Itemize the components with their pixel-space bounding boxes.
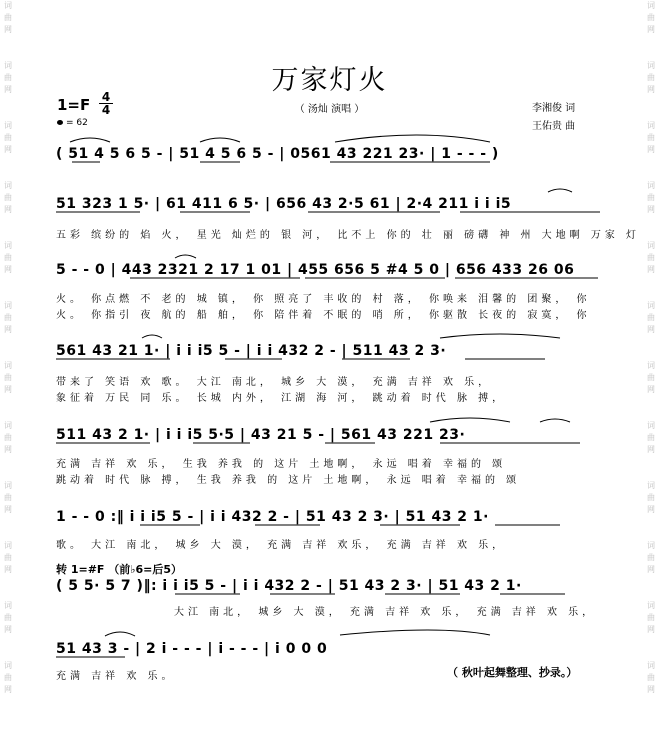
key-signature: 1=F — [57, 96, 91, 114]
modulation-marking: 转 1=#F （前♭6=后5） — [56, 563, 182, 576]
watermark-left-4: 词 曲 网 — [4, 181, 12, 214]
watermark-right-11: 词 曲 网 — [647, 601, 655, 634]
slur-3 — [335, 135, 490, 142]
watermark-right-8: 词 曲 网 — [647, 421, 655, 454]
watermark-left-7: 词 曲 网 — [4, 361, 12, 394]
score-line-7-notes: ( 5 5· 5 7 )‖: i i i5 5 - | i i 432 2 - | 51 43 2 3· | 51 43 2 1· — [56, 578, 522, 594]
slur-11 — [105, 632, 135, 636]
tempo-value: = 62 — [66, 118, 88, 128]
slur-7 — [142, 335, 162, 338]
score-line-2-lyrics-1: 五彩 缤纷的 焰 火， 星光 灿烂的 银 河， 比不上 你的 壮 丽 磅礴 神 州 大地啊 万家 灯 — [56, 230, 641, 241]
slur-8 — [430, 418, 510, 422]
watermark-left: 词 曲 网 — [4, 1, 12, 34]
watermark-left-5: 词 曲 网 — [4, 241, 12, 274]
watermark-left-12: 词 曲 网 — [4, 661, 12, 694]
score-line-2-notes: 51 323 1 5· | 61 411 6 5· | 656 43 2·5 61 | 2·4 211 i i i5 — [56, 196, 512, 212]
watermark-right-3: 词 曲 网 — [647, 121, 655, 154]
song-title: 万家灯火 — [271, 65, 388, 96]
time-signature-bottom: 4 — [101, 103, 111, 117]
score-line-3-notes: 5 - - 0 | 443 2321 2 17 1 01 | 455 656 5 #4 5 0 | 656 433 26 06 — [56, 262, 575, 278]
slur-10 — [340, 630, 490, 635]
score-line-6-notes: 1 - - 0 :‖ i i i5 5 - | i i 432 2 - | 51 43 2 3· | 51 43 2 1· — [56, 509, 489, 525]
watermark-right: 词 曲 网 — [647, 1, 655, 34]
singer-credit: （ 汤灿 演唱 ） — [294, 104, 365, 115]
score-line-6-lyrics-1: 歌。 大江 南北， 城乡 大 漠， 充满 吉祥 欢乐， 充满 吉祥 欢 乐， — [56, 540, 507, 551]
score-line-5-lyrics-1: 充满 吉祥 欢 乐， 生我 养我 的 这片 土地啊， 永远 唱着 幸福的 颂 — [56, 459, 507, 470]
score-line-3-lyrics-1: 火。 你点燃 不 老的 城 镇， 你 照亮了 丰收的 村 落， 你唤来 泪馨的 团聚， 你 — [56, 294, 591, 305]
score-line-5-notes: 511 43 2 1· | i i i5 5·5 | 43 21 5 - | 561 43 221 23· — [56, 427, 466, 443]
score-line-4-notes: 561 43 21 1· | i i i5 5 - | i i 432 2 - | 511 43 2 3· — [56, 343, 447, 359]
watermark-right-2: 词 曲 网 — [647, 61, 655, 94]
watermark-right-5: 词 曲 网 — [647, 241, 655, 274]
watermark-right-4: 词 曲 网 — [647, 181, 655, 214]
slur-2 — [200, 138, 240, 142]
watermark-left-9: 词 曲 网 — [4, 481, 12, 514]
watermark-left-8: 词 曲 网 — [4, 421, 12, 454]
slur-6 — [440, 334, 560, 338]
score-line-7-lyrics-1: 大江 南北， 城乡 大 漠， 充满 吉祥 欢 乐， 充满 吉祥 欢 乐， — [174, 607, 597, 618]
slur-4 — [548, 189, 572, 192]
watermark-left-11: 词 曲 网 — [4, 601, 12, 634]
watermark-right-10: 词 曲 网 — [647, 541, 655, 574]
time-signature-top: 4 — [99, 91, 113, 104]
lyricist-credit: 李湘俊 词 — [532, 103, 576, 114]
watermark-left-10: 词 曲 网 — [4, 541, 12, 574]
score-line-4-lyrics-2: 象征着 万民 同 乐。 长城 内外， 江湖 海 河， 跳动着 时代 脉 搏， — [56, 393, 507, 404]
watermark-right-7: 词 曲 网 — [647, 361, 655, 394]
score-line-5-lyrics-2: 跳动着 时代 脉 搏， 生我 养我 的 这片 土地啊， 永远 唱着 幸福的 颂 — [56, 475, 521, 486]
watermark-right-9: 词 曲 网 — [647, 481, 655, 514]
composer-credit: 王佑贵 曲 — [532, 121, 576, 132]
score-line-8-notes: 51 43 3 - | 2 i - - - | i - - - | i 0 0 0 — [56, 641, 328, 657]
watermark-left-6: 词 曲 网 — [4, 301, 12, 334]
score-line-1-notes: ( 51 4 5 6 5 - | 51 4 5 6 5 - | 0561 43 221 23· | 1 - - - ) — [56, 146, 499, 162]
slur-5 — [175, 255, 196, 258]
slur-9 — [540, 419, 570, 422]
watermark-right-12: 词 曲 网 — [647, 661, 655, 694]
score-line-3-lyrics-2: 火。 你指引 夜 航的 船 舶， 你 陪伴着 不眠的 哨 所， 你驱散 长夜的 寂寞， 你 — [56, 310, 591, 321]
watermark-left-2: 词 曲 网 — [4, 61, 12, 94]
watermark-right-6: 词 曲 网 — [647, 301, 655, 334]
watermark-left-3: 词 曲 网 — [4, 121, 12, 154]
footer-note: （ 秋叶起舞整理、抄录。） — [447, 666, 578, 679]
score-line-8-lyrics-1: 充满 吉祥 欢 乐。 — [56, 671, 176, 682]
slur-1 — [70, 138, 110, 142]
score-line-4-lyrics-1: 带来了 笑语 欢 歌。 大江 南北， 城乡 大 漠， 充满 吉祥 欢 乐， — [56, 377, 493, 388]
